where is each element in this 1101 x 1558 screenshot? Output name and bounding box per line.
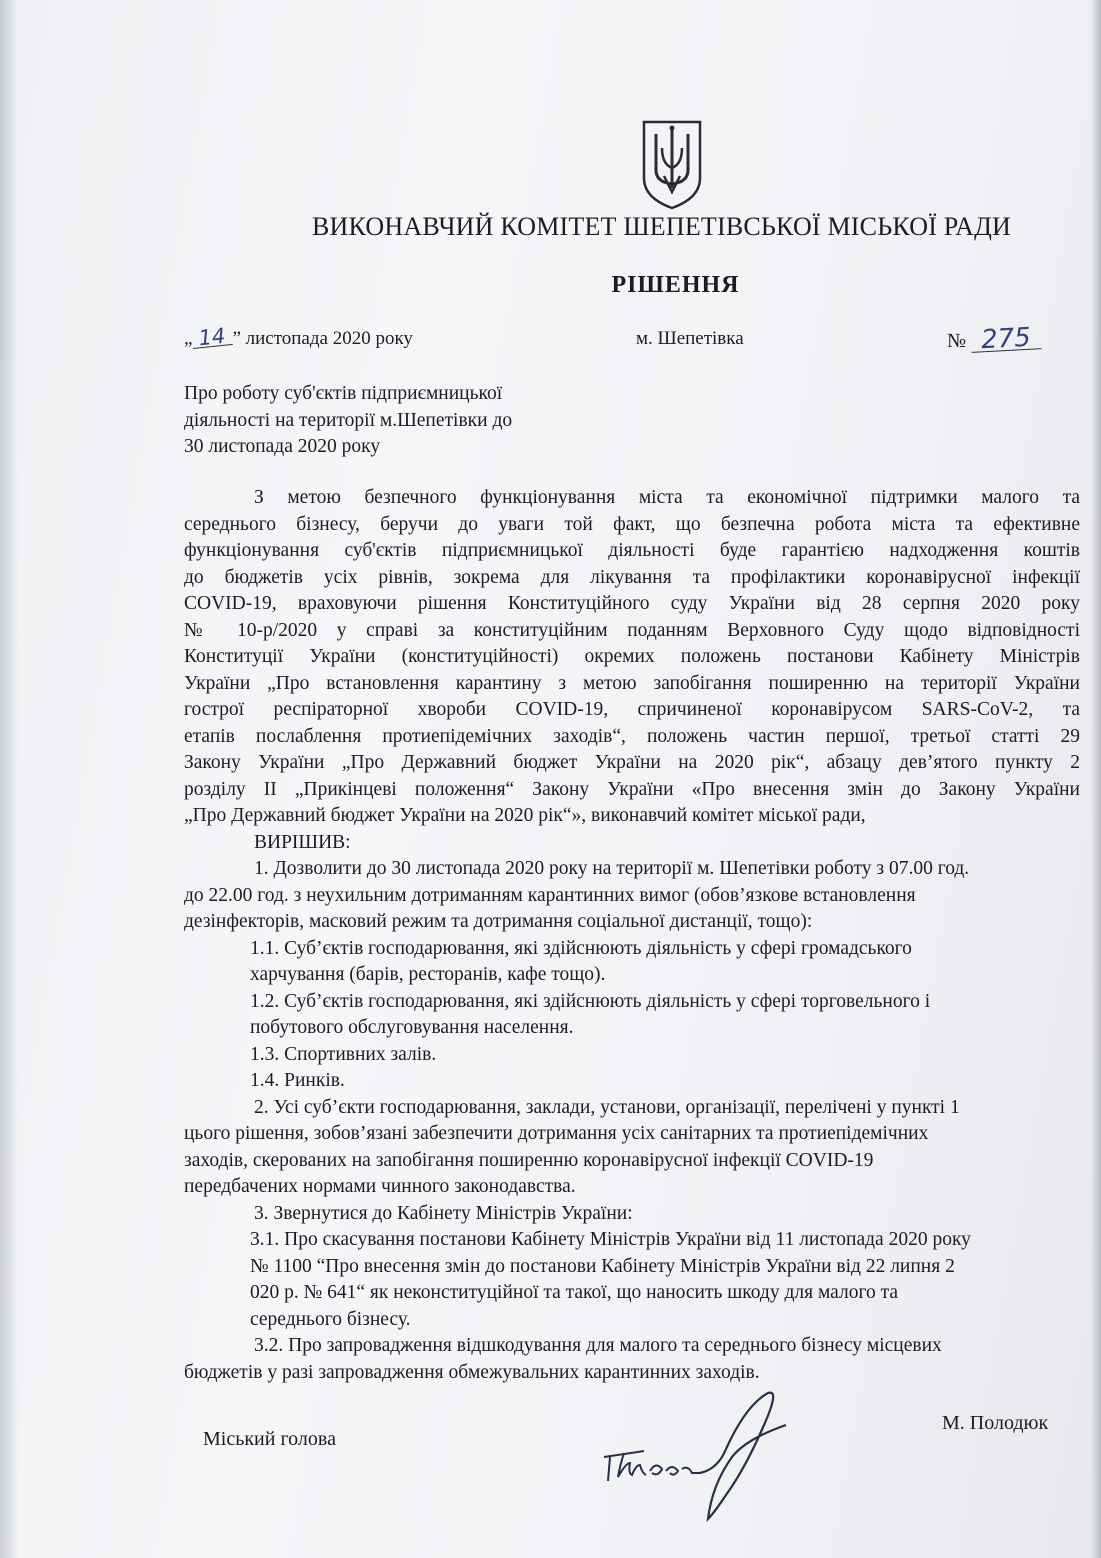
item-3-2 [184,1333,1080,1386]
preamble-line: етапів послаблення протиепідемічних заходів“, положень частин першої, третьої статті 29 [184,725,1080,747]
item-3: 3. Звернутися до Кабінету Міністрів України: [254,1202,633,1224]
preamble-line: середнього бізнесу, беручи до уваги той факт, що безпечна робота міста та ефективне [184,513,1080,535]
item-line: 1.1. Суб’єктів господарювання, які здійснюють діяльність у сфері громадського [250,937,912,959]
preamble-line: гострої респіраторної хвороби COVID-19, спричиненої коронавірусом SARS-CoV-2, та [184,699,1080,720]
document-number [947,322,1041,356]
document-subject [184,381,584,461]
item-line: 2. Усі суб’єкти господарювання, заклади, установи, організації, перелічені у пункті 1 [254,1096,960,1118]
handwritten-signature [596,1385,806,1525]
decided-heading: ВИРІШИВ: [254,831,351,853]
preamble-line: COVID-19, враховуючи рішення Конституційного суду України від 28 серпня 2020 року [184,593,1080,614]
preamble-line: Конституції України (конституційності) окремих положень постанови Кабінету Міністрів [184,646,1080,667]
item-line: 020 р. № 641“ як неконституційної та такої, що наносить шкоду для малого та [250,1282,899,1303]
item-1 [184,856,1080,936]
subject-line: Про роботу суб'єктів підприємницької [184,383,503,404]
document-body [184,485,1080,1386]
preamble-line: „Про Державний бюджет України на 2020 рік“», виконавчий комітет міської ради, [184,805,866,826]
document-city: м. Шепетівка [636,328,744,349]
subject-line: діяльності на території м.Шепетівки до [184,409,513,431]
document-type-heading: РІШЕННЯ [611,272,740,298]
document-number-handwritten: 275 [971,326,1042,353]
item-1-1 [184,936,1080,989]
preamble-line: до бюджетів усіх рівнів, зокрема для лікування та профілактики коронавірусної інфекції [184,566,1080,588]
item-line: 1.2. Суб’єктів господарювання, які здійснюють діяльність у сфері торговельного і [250,990,931,1012]
item-line: побутового обслуговування населення. [250,1017,574,1038]
organization-title: ВИКОНАВЧИЙ КОМІТЕТ ШЕПЕТІВСЬКОЇ МІСЬКОЇ РАДИ [312,212,1011,241]
preamble-line: № 10-р/2020 у справі за конституційним поданням Верховного Суду щодо відповідності [184,619,1080,641]
date-month-year: ” листопада 2020 року [232,328,413,349]
item-3-1 [184,1227,1080,1333]
item-1-3: 1.3. Спортивних залів. [250,1043,437,1065]
preamble-line: Закону України „Про Державний бюджет України на 2020 рік“, абзацу дев’ятого пункту 2 [184,752,1080,773]
item-line: 1. Дозволити до 30 листопада 2020 року на території м. Шепетівки роботу з 07.00 год. [254,858,970,879]
preamble-line: розділу II „Прикінцеві положення“ Закону України «Про внесення змін до Закону України [184,778,1080,800]
item-line: цього рішення, зобов’язані забезпечити дотримання усіх санітарних та протиепідемічних [184,1123,929,1144]
number-sign: № [947,330,967,352]
preamble-line: функціонування суб'єктів підприємницької діяльності буде гарантією надходження коштів [184,540,1080,561]
date-day-handwritten: 14 [192,326,234,349]
subject-line: 30 листопада 2020 року [184,436,381,457]
item-2 [184,1095,1080,1201]
signatory-position: Міський голова [203,1428,336,1450]
item-line: до 22.00 год. з неухильним дотриманням карантинних вимог (обов’язкове встановлення [184,884,916,906]
date-open-quote: „ [184,328,193,349]
item-line: бюджетів у разі запровадження обмежувальних карантинних заходів. [184,1361,760,1383]
item-line: дезінфекторів, масковий режим та дотримання соціальної дистанції, тощо): [184,911,813,932]
document-date [184,323,413,351]
preamble-line: З метою безпечного функціонування міста та економічної підтримки малого та [254,487,1080,508]
item-line: середнього бізнесу. [250,1308,411,1330]
signatory-name: М. Полодюк [942,1412,1049,1434]
item-1-2 [184,989,1080,1042]
trident-coat-of-arms-icon [640,118,704,210]
item-line: харчування (барів, ресторанів, кафе тощо). [250,964,606,985]
preamble-line: України „Про встановлення карантину з метою запобігання поширенню на території України [184,672,1080,694]
item-line: 3.1. Про скасування постанови Кабінету Міністрів України від 11 листопада 2020 року [250,1229,971,1250]
item-1-4: 1.4. Ринків. [250,1070,345,1091]
item-line: 3.2. Про запровадження відшкодування для малого та середнього бізнесу місцевих [254,1335,942,1356]
item-line: передбачених нормами чинного законодавства. [184,1176,576,1197]
item-line: заходів, скерованих на запобігання поширенню коронавірусної інфекції COVID-19 [184,1149,874,1171]
preamble-paragraph [184,485,1080,830]
item-line: № 1100 “Про внесення змін до постанови Кабінету Міністрів України від 22 липня 2 [250,1255,955,1277]
